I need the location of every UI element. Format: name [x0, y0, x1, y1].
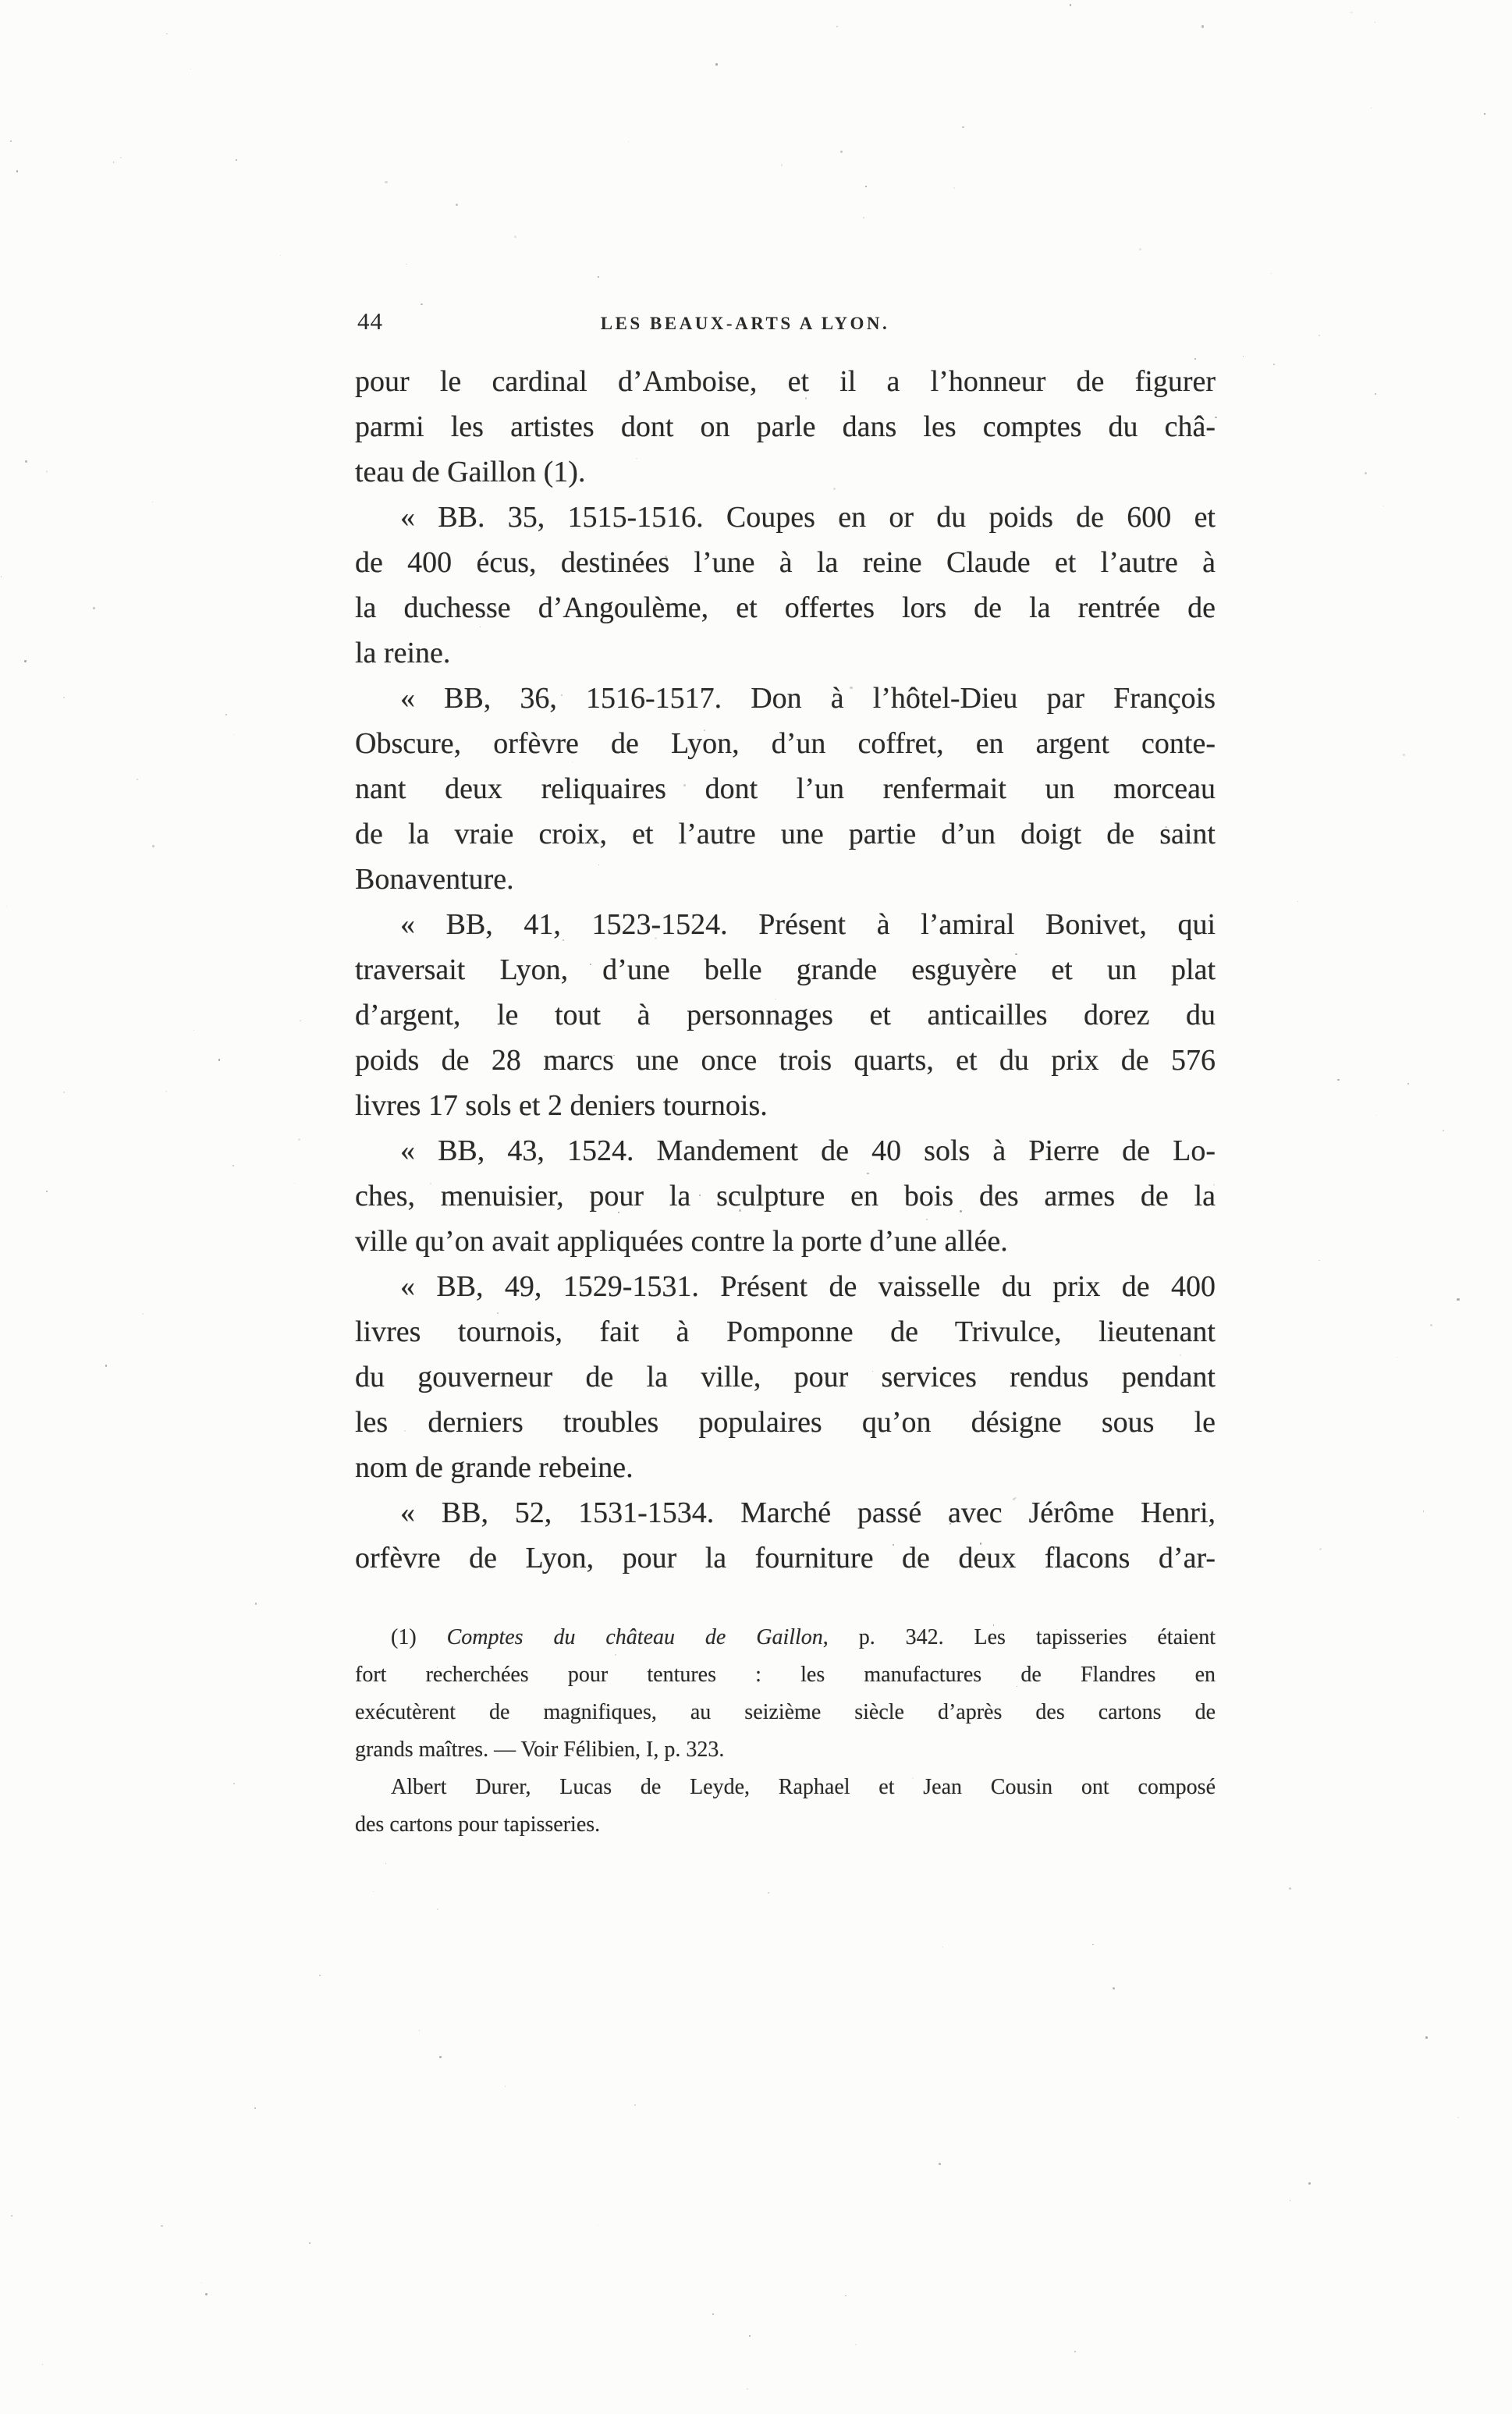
body-line: orfèvre de Lyon, pour la fourniture de deux flacons d’ar- [355, 1542, 1216, 1574]
footnote-marker: (1) [391, 1625, 447, 1649]
body-line: traversait Lyon, d’une belle grande esguyère et un plat [355, 953, 1216, 986]
footnote-line: exécutèrent de magnifiques, au seizième siècle d’après des cartons de [355, 1700, 1216, 1724]
body-line: nom de grande rebeine. [355, 1451, 634, 1484]
body-line: d’argent, le tout à personnages et anticailles dorez du [355, 999, 1216, 1031]
body-line: les derniers troubles populaires qu’on désigne sous le [355, 1406, 1216, 1439]
footnote-line: des cartons pour tapisseries. [355, 1812, 601, 1837]
body-line: ville qu’on avait appliquées contre la porte d’une allée. [355, 1225, 1008, 1258]
body-line: parmi les artistes dont on parle dans les comptes du châ- [355, 410, 1216, 443]
body-line: la reine. [355, 637, 451, 669]
body-line: teau de Gaillon (1). [355, 456, 586, 488]
body-line: ches, menuisier, pour la sculpture en bois des armes de la [355, 1180, 1216, 1212]
footnote-line: grands maîtres. — Voir Félibien, I, p. 323. [355, 1738, 725, 1762]
footnote-line: fort recherchées pour tentures : les manufactures de Flandres en [355, 1663, 1216, 1687]
body-text [355, 359, 1216, 1581]
body-line: « BB. 35, 1515-1516. Coupes en or du poids de 600 et [400, 501, 1216, 534]
running-header-title: LES BEAUX-ARTS A LYON. [600, 314, 890, 333]
body-line: pour le cardinal d’Amboise, et il a l’honneur de figurer [355, 365, 1216, 398]
body-line: « BB, 52, 1531-1534. Marché passé avec Jérôme Henri, [400, 1496, 1216, 1529]
footnote [355, 1619, 1216, 1844]
body-line: « BB, 49, 1529-1531. Présent de vaisselle du prix de 400 [400, 1270, 1216, 1303]
body-line: « BB, 36, 1516-1517. Don à l’hôtel-Dieu par François [400, 682, 1216, 715]
body-line: nant deux reliquaires dont l’un renfermait un morceau [355, 772, 1216, 805]
body-line: de 400 écus, destinées l’une à la reine Claude et l’autre à [355, 546, 1216, 579]
footnote-line-rest: , p. 342. Les tapisseries étaient [822, 1625, 1216, 1649]
body-line: Obscure, orfèvre de Lyon, d’un coffret, en argent conte- [355, 727, 1216, 760]
footnote-work-title: Comptes du château de Gaillon [446, 1625, 823, 1649]
body-line: Bonaventure. [355, 863, 514, 896]
body-line: du gouverneur de la ville, pour services rendus pendant [355, 1361, 1216, 1393]
body-line: « BB, 43, 1524. Mandement de 40 sols à Pierre de Lo- [400, 1134, 1216, 1167]
body-line: poids de 28 marcs une once trois quarts, et du prix de 576 [355, 1044, 1216, 1077]
body-line: livres 17 sols et 2 deniers tournois. [355, 1089, 768, 1122]
body-line: de la vraie croix, et l’autre une partie d’un doigt de saint [355, 818, 1216, 850]
body-line: livres tournois, fait à Pomponne de Trivulce, lieutenant [355, 1315, 1216, 1348]
body-line: « BB, 41, 1523-1524. Présent à l’amiral Bonivet, qui [400, 908, 1216, 941]
page-number: 44 [357, 307, 383, 335]
footnote-line: Albert Durer, Lucas de Leyde, Raphael et Jean Cousin ont composé [391, 1775, 1216, 1799]
footnote-line [355, 1619, 1216, 1656]
body-line: la duchesse d’Angoulème, et offertes lors de la rentrée de [355, 591, 1216, 624]
